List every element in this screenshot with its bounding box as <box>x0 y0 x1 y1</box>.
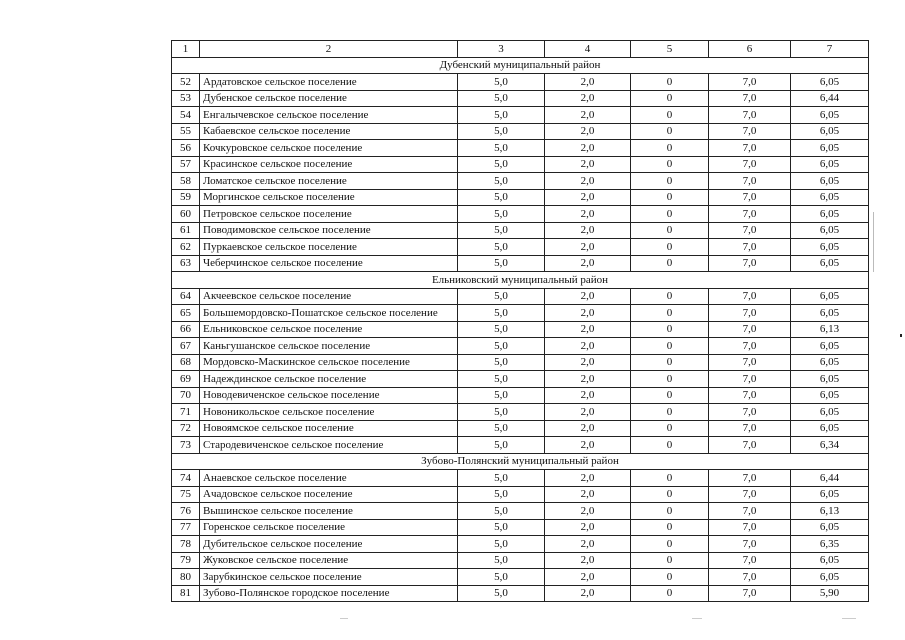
row-number-cell: 59 <box>172 189 200 206</box>
row-number-cell: 75 <box>172 486 200 503</box>
value-col6-cell: 7,0 <box>709 569 791 586</box>
row-number-cell: 63 <box>172 255 200 272</box>
table-row <box>172 569 869 586</box>
value-col7-cell: 6,44 <box>791 470 869 487</box>
value-col7-cell: 6,05 <box>791 107 869 124</box>
district-name: Ельниковский муниципальный район <box>172 272 869 289</box>
tariff-table <box>171 40 869 602</box>
row-number-cell: 78 <box>172 536 200 553</box>
column-number-header: 7 <box>791 41 869 58</box>
row-number-cell: 69 <box>172 371 200 388</box>
value-col4-cell: 2,0 <box>545 470 631 487</box>
table-row <box>172 387 869 404</box>
table-row <box>172 123 869 140</box>
value-col6-cell: 7,0 <box>709 90 791 107</box>
settlement-name-cell: Большемордовско-Пошатское сельское поселение <box>200 305 458 322</box>
table-row <box>172 519 869 536</box>
value-col4-cell: 2,0 <box>545 107 631 124</box>
scan-artifact-mark <box>842 618 856 619</box>
value-col5-cell: 0 <box>631 569 709 586</box>
settlement-name-cell: Ельниковское сельское поселение <box>200 321 458 338</box>
value-col5-cell: 0 <box>631 371 709 388</box>
value-col5-cell: 0 <box>631 222 709 239</box>
value-col6-cell: 7,0 <box>709 222 791 239</box>
value-col7-cell: 6,05 <box>791 404 869 421</box>
row-number-cell: 76 <box>172 503 200 520</box>
row-number-cell: 53 <box>172 90 200 107</box>
value-col4-cell: 2,0 <box>545 206 631 223</box>
settlement-name-cell: Новодевиченское сельское поселение <box>200 387 458 404</box>
value-col4-cell: 2,0 <box>545 371 631 388</box>
value-col5-cell: 0 <box>631 519 709 536</box>
value-col3-cell: 5,0 <box>458 90 545 107</box>
row-number-cell: 77 <box>172 519 200 536</box>
value-col6-cell: 7,0 <box>709 585 791 602</box>
value-col4-cell: 2,0 <box>545 437 631 454</box>
value-col4-cell: 2,0 <box>545 321 631 338</box>
value-col5-cell: 0 <box>631 140 709 157</box>
value-col7-cell: 6,13 <box>791 321 869 338</box>
value-col6-cell: 7,0 <box>709 321 791 338</box>
column-number-header-row <box>172 41 869 58</box>
settlement-name-cell: Горенское сельское поселение <box>200 519 458 536</box>
value-col5-cell: 0 <box>631 288 709 305</box>
row-number-cell: 61 <box>172 222 200 239</box>
value-col3-cell: 5,0 <box>458 569 545 586</box>
value-col3-cell: 5,0 <box>458 371 545 388</box>
column-number-header: 1 <box>172 41 200 58</box>
value-col6-cell: 7,0 <box>709 503 791 520</box>
column-number-header: 4 <box>545 41 631 58</box>
value-col4-cell: 2,0 <box>545 189 631 206</box>
table-row <box>172 173 869 190</box>
scan-artifact-line <box>873 212 874 272</box>
value-col6-cell: 7,0 <box>709 206 791 223</box>
column-number-header: 6 <box>709 41 791 58</box>
settlement-name-cell: Каньгушанское сельское поселение <box>200 338 458 355</box>
value-col6-cell: 7,0 <box>709 371 791 388</box>
value-col3-cell: 5,0 <box>458 519 545 536</box>
value-col7-cell: 6,05 <box>791 123 869 140</box>
value-col6-cell: 7,0 <box>709 239 791 256</box>
value-col6-cell: 7,0 <box>709 552 791 569</box>
row-number-cell: 73 <box>172 437 200 454</box>
value-col7-cell: 6,35 <box>791 536 869 553</box>
value-col6-cell: 7,0 <box>709 189 791 206</box>
row-number-cell: 66 <box>172 321 200 338</box>
value-col5-cell: 0 <box>631 107 709 124</box>
table-row <box>172 222 869 239</box>
column-number-header: 2 <box>200 41 458 58</box>
value-col7-cell: 6,05 <box>791 305 869 322</box>
row-number-cell: 67 <box>172 338 200 355</box>
table-row <box>172 354 869 371</box>
value-col7-cell: 6,05 <box>791 288 869 305</box>
settlement-name-cell: Акчеевское сельское поселение <box>200 288 458 305</box>
value-col4-cell: 2,0 <box>545 90 631 107</box>
settlement-name-cell: Ломатское сельское поселение <box>200 173 458 190</box>
value-col6-cell: 7,0 <box>709 288 791 305</box>
value-col6-cell: 7,0 <box>709 354 791 371</box>
table-row <box>172 437 869 454</box>
value-col4-cell: 2,0 <box>545 74 631 91</box>
settlement-name-cell: Новоникольское сельское поселение <box>200 404 458 421</box>
value-col4-cell: 2,0 <box>545 338 631 355</box>
value-col4-cell: 2,0 <box>545 404 631 421</box>
value-col5-cell: 0 <box>631 585 709 602</box>
column-number-header: 3 <box>458 41 545 58</box>
scan-artifact-mark <box>340 618 348 619</box>
value-col3-cell: 5,0 <box>458 156 545 173</box>
value-col5-cell: 0 <box>631 156 709 173</box>
table-row <box>172 470 869 487</box>
value-col7-cell: 5,90 <box>791 585 869 602</box>
table-row <box>172 239 869 256</box>
value-col7-cell: 6,05 <box>791 569 869 586</box>
table-row <box>172 371 869 388</box>
table-row <box>172 90 869 107</box>
value-col6-cell: 7,0 <box>709 123 791 140</box>
value-col3-cell: 5,0 <box>458 74 545 91</box>
value-col3-cell: 5,0 <box>458 486 545 503</box>
value-col6-cell: 7,0 <box>709 420 791 437</box>
value-col5-cell: 0 <box>631 387 709 404</box>
row-number-cell: 65 <box>172 305 200 322</box>
value-col5-cell: 0 <box>631 338 709 355</box>
table-row <box>172 420 869 437</box>
value-col4-cell: 2,0 <box>545 536 631 553</box>
district-header-row <box>172 272 869 289</box>
settlement-name-cell: Зубово-Полянское городское поселение <box>200 585 458 602</box>
value-col3-cell: 5,0 <box>458 206 545 223</box>
value-col7-cell: 6,05 <box>791 156 869 173</box>
value-col3-cell: 5,0 <box>458 305 545 322</box>
settlement-name-cell: Мордовско-Маскинское сельское поселение <box>200 354 458 371</box>
value-col6-cell: 7,0 <box>709 140 791 157</box>
value-col6-cell: 7,0 <box>709 519 791 536</box>
value-col6-cell: 7,0 <box>709 404 791 421</box>
settlement-name-cell: Енгалычевское сельское поселение <box>200 107 458 124</box>
value-col6-cell: 7,0 <box>709 387 791 404</box>
value-col4-cell: 2,0 <box>545 305 631 322</box>
table-row <box>172 585 869 602</box>
table-row <box>172 321 869 338</box>
value-col3-cell: 5,0 <box>458 189 545 206</box>
settlement-name-cell: Вышинское сельское поселение <box>200 503 458 520</box>
row-number-cell: 72 <box>172 420 200 437</box>
value-col3-cell: 5,0 <box>458 420 545 437</box>
settlement-name-cell: Кабаевское сельское поселение <box>200 123 458 140</box>
table-body <box>172 41 869 602</box>
value-col5-cell: 0 <box>631 239 709 256</box>
value-col7-cell: 6,05 <box>791 173 869 190</box>
value-col6-cell: 7,0 <box>709 74 791 91</box>
value-col6-cell: 7,0 <box>709 536 791 553</box>
value-col7-cell: 6,05 <box>791 206 869 223</box>
row-number-cell: 70 <box>172 387 200 404</box>
value-col7-cell: 6,34 <box>791 437 869 454</box>
row-number-cell: 54 <box>172 107 200 124</box>
value-col3-cell: 5,0 <box>458 552 545 569</box>
value-col6-cell: 7,0 <box>709 305 791 322</box>
table-row <box>172 156 869 173</box>
value-col4-cell: 2,0 <box>545 354 631 371</box>
value-col7-cell: 6,05 <box>791 552 869 569</box>
value-col3-cell: 5,0 <box>458 107 545 124</box>
value-col3-cell: 5,0 <box>458 255 545 272</box>
row-number-cell: 57 <box>172 156 200 173</box>
row-number-cell: 62 <box>172 239 200 256</box>
row-number-cell: 71 <box>172 404 200 421</box>
row-number-cell: 52 <box>172 74 200 91</box>
settlement-name-cell: Анаевское сельское поселение <box>200 470 458 487</box>
value-col3-cell: 5,0 <box>458 536 545 553</box>
settlement-name-cell: Кочкуровское сельское поселение <box>200 140 458 157</box>
settlement-name-cell: Петровское сельское поселение <box>200 206 458 223</box>
value-col3-cell: 5,0 <box>458 338 545 355</box>
value-col3-cell: 5,0 <box>458 354 545 371</box>
scan-artifact-mark <box>692 618 702 619</box>
settlement-name-cell: Ачадовское сельское поселение <box>200 486 458 503</box>
settlement-name-cell: Дубенское сельское поселение <box>200 90 458 107</box>
table-row <box>172 206 869 223</box>
row-number-cell: 68 <box>172 354 200 371</box>
table-row <box>172 305 869 322</box>
value-col5-cell: 0 <box>631 90 709 107</box>
value-col3-cell: 5,0 <box>458 437 545 454</box>
settlement-name-cell: Чеберчинское сельское поселение <box>200 255 458 272</box>
settlement-name-cell: Ардатовское сельское поселение <box>200 74 458 91</box>
value-col4-cell: 2,0 <box>545 503 631 520</box>
table-row <box>172 486 869 503</box>
value-col4-cell: 2,0 <box>545 288 631 305</box>
settlement-name-cell: Моргинское сельское поселение <box>200 189 458 206</box>
value-col7-cell: 6,05 <box>791 338 869 355</box>
row-number-cell: 79 <box>172 552 200 569</box>
value-col5-cell: 0 <box>631 470 709 487</box>
value-col3-cell: 5,0 <box>458 239 545 256</box>
value-col7-cell: 6,05 <box>791 486 869 503</box>
value-col4-cell: 2,0 <box>545 123 631 140</box>
row-number-cell: 56 <box>172 140 200 157</box>
table-row <box>172 107 869 124</box>
value-col3-cell: 5,0 <box>458 288 545 305</box>
value-col7-cell: 6,05 <box>791 239 869 256</box>
district-name: Зубово-Полянский муниципальный район <box>172 453 869 470</box>
value-col4-cell: 2,0 <box>545 387 631 404</box>
value-col4-cell: 2,0 <box>545 239 631 256</box>
district-name: Дубенский муниципальный район <box>172 57 869 74</box>
column-number-header: 5 <box>631 41 709 58</box>
value-col3-cell: 5,0 <box>458 222 545 239</box>
value-col3-cell: 5,0 <box>458 470 545 487</box>
settlement-name-cell: Новоямское сельское поселение <box>200 420 458 437</box>
value-col5-cell: 0 <box>631 354 709 371</box>
value-col6-cell: 7,0 <box>709 107 791 124</box>
value-col7-cell: 6,05 <box>791 222 869 239</box>
table-row <box>172 189 869 206</box>
value-col5-cell: 0 <box>631 503 709 520</box>
value-col5-cell: 0 <box>631 420 709 437</box>
table-row <box>172 255 869 272</box>
value-col3-cell: 5,0 <box>458 585 545 602</box>
table-row <box>172 338 869 355</box>
table-row <box>172 140 869 157</box>
value-col7-cell: 6,05 <box>791 189 869 206</box>
value-col5-cell: 0 <box>631 486 709 503</box>
value-col7-cell: 6,05 <box>791 74 869 91</box>
settlement-name-cell: Дубительское сельское поселение <box>200 536 458 553</box>
row-number-cell: 55 <box>172 123 200 140</box>
scan-artifact-dot <box>900 334 902 337</box>
value-col4-cell: 2,0 <box>545 173 631 190</box>
row-number-cell: 74 <box>172 470 200 487</box>
value-col7-cell: 6,05 <box>791 140 869 157</box>
value-col3-cell: 5,0 <box>458 140 545 157</box>
value-col4-cell: 2,0 <box>545 552 631 569</box>
value-col5-cell: 0 <box>631 536 709 553</box>
row-number-cell: 80 <box>172 569 200 586</box>
value-col3-cell: 5,0 <box>458 321 545 338</box>
value-col6-cell: 7,0 <box>709 486 791 503</box>
value-col6-cell: 7,0 <box>709 338 791 355</box>
table-row <box>172 74 869 91</box>
value-col5-cell: 0 <box>631 123 709 140</box>
district-header-row <box>172 453 869 470</box>
value-col5-cell: 0 <box>631 255 709 272</box>
value-col6-cell: 7,0 <box>709 156 791 173</box>
value-col5-cell: 0 <box>631 404 709 421</box>
value-col4-cell: 2,0 <box>545 569 631 586</box>
value-col5-cell: 0 <box>631 74 709 91</box>
value-col3-cell: 5,0 <box>458 387 545 404</box>
value-col5-cell: 0 <box>631 437 709 454</box>
row-number-cell: 58 <box>172 173 200 190</box>
value-col4-cell: 2,0 <box>545 585 631 602</box>
row-number-cell: 81 <box>172 585 200 602</box>
settlement-name-cell: Надеждинское сельское поселение <box>200 371 458 388</box>
value-col4-cell: 2,0 <box>545 519 631 536</box>
value-col7-cell: 6,05 <box>791 371 869 388</box>
value-col4-cell: 2,0 <box>545 156 631 173</box>
value-col5-cell: 0 <box>631 305 709 322</box>
settlement-name-cell: Пуркаевское сельское поселение <box>200 239 458 256</box>
table-row <box>172 536 869 553</box>
value-col6-cell: 7,0 <box>709 437 791 454</box>
settlement-name-cell: Стародевиченское сельское поселение <box>200 437 458 454</box>
value-col5-cell: 0 <box>631 552 709 569</box>
settlement-name-cell: Жуковское сельское поселение <box>200 552 458 569</box>
value-col7-cell: 6,05 <box>791 519 869 536</box>
value-col7-cell: 6,05 <box>791 387 869 404</box>
value-col6-cell: 7,0 <box>709 173 791 190</box>
value-col7-cell: 6,13 <box>791 503 869 520</box>
value-col6-cell: 7,0 <box>709 255 791 272</box>
value-col5-cell: 0 <box>631 173 709 190</box>
value-col5-cell: 0 <box>631 321 709 338</box>
value-col3-cell: 5,0 <box>458 123 545 140</box>
value-col5-cell: 0 <box>631 206 709 223</box>
settlement-name-cell: Зарубкинское сельское поселение <box>200 569 458 586</box>
value-col3-cell: 5,0 <box>458 173 545 190</box>
value-col3-cell: 5,0 <box>458 503 545 520</box>
table-row <box>172 552 869 569</box>
row-number-cell: 60 <box>172 206 200 223</box>
settlement-name-cell: Красинское сельское поселение <box>200 156 458 173</box>
value-col7-cell: 6,05 <box>791 255 869 272</box>
table-row <box>172 404 869 421</box>
value-col4-cell: 2,0 <box>545 486 631 503</box>
table-row <box>172 503 869 520</box>
value-col5-cell: 0 <box>631 189 709 206</box>
table-row <box>172 288 869 305</box>
value-col7-cell: 6,05 <box>791 354 869 371</box>
row-number-cell: 64 <box>172 288 200 305</box>
district-header-row <box>172 57 869 74</box>
value-col4-cell: 2,0 <box>545 140 631 157</box>
settlement-name-cell: Поводимовское сельское поселение <box>200 222 458 239</box>
value-col4-cell: 2,0 <box>545 222 631 239</box>
value-col7-cell: 6,05 <box>791 420 869 437</box>
value-col3-cell: 5,0 <box>458 404 545 421</box>
value-col7-cell: 6,44 <box>791 90 869 107</box>
value-col6-cell: 7,0 <box>709 470 791 487</box>
value-col4-cell: 2,0 <box>545 420 631 437</box>
value-col4-cell: 2,0 <box>545 255 631 272</box>
